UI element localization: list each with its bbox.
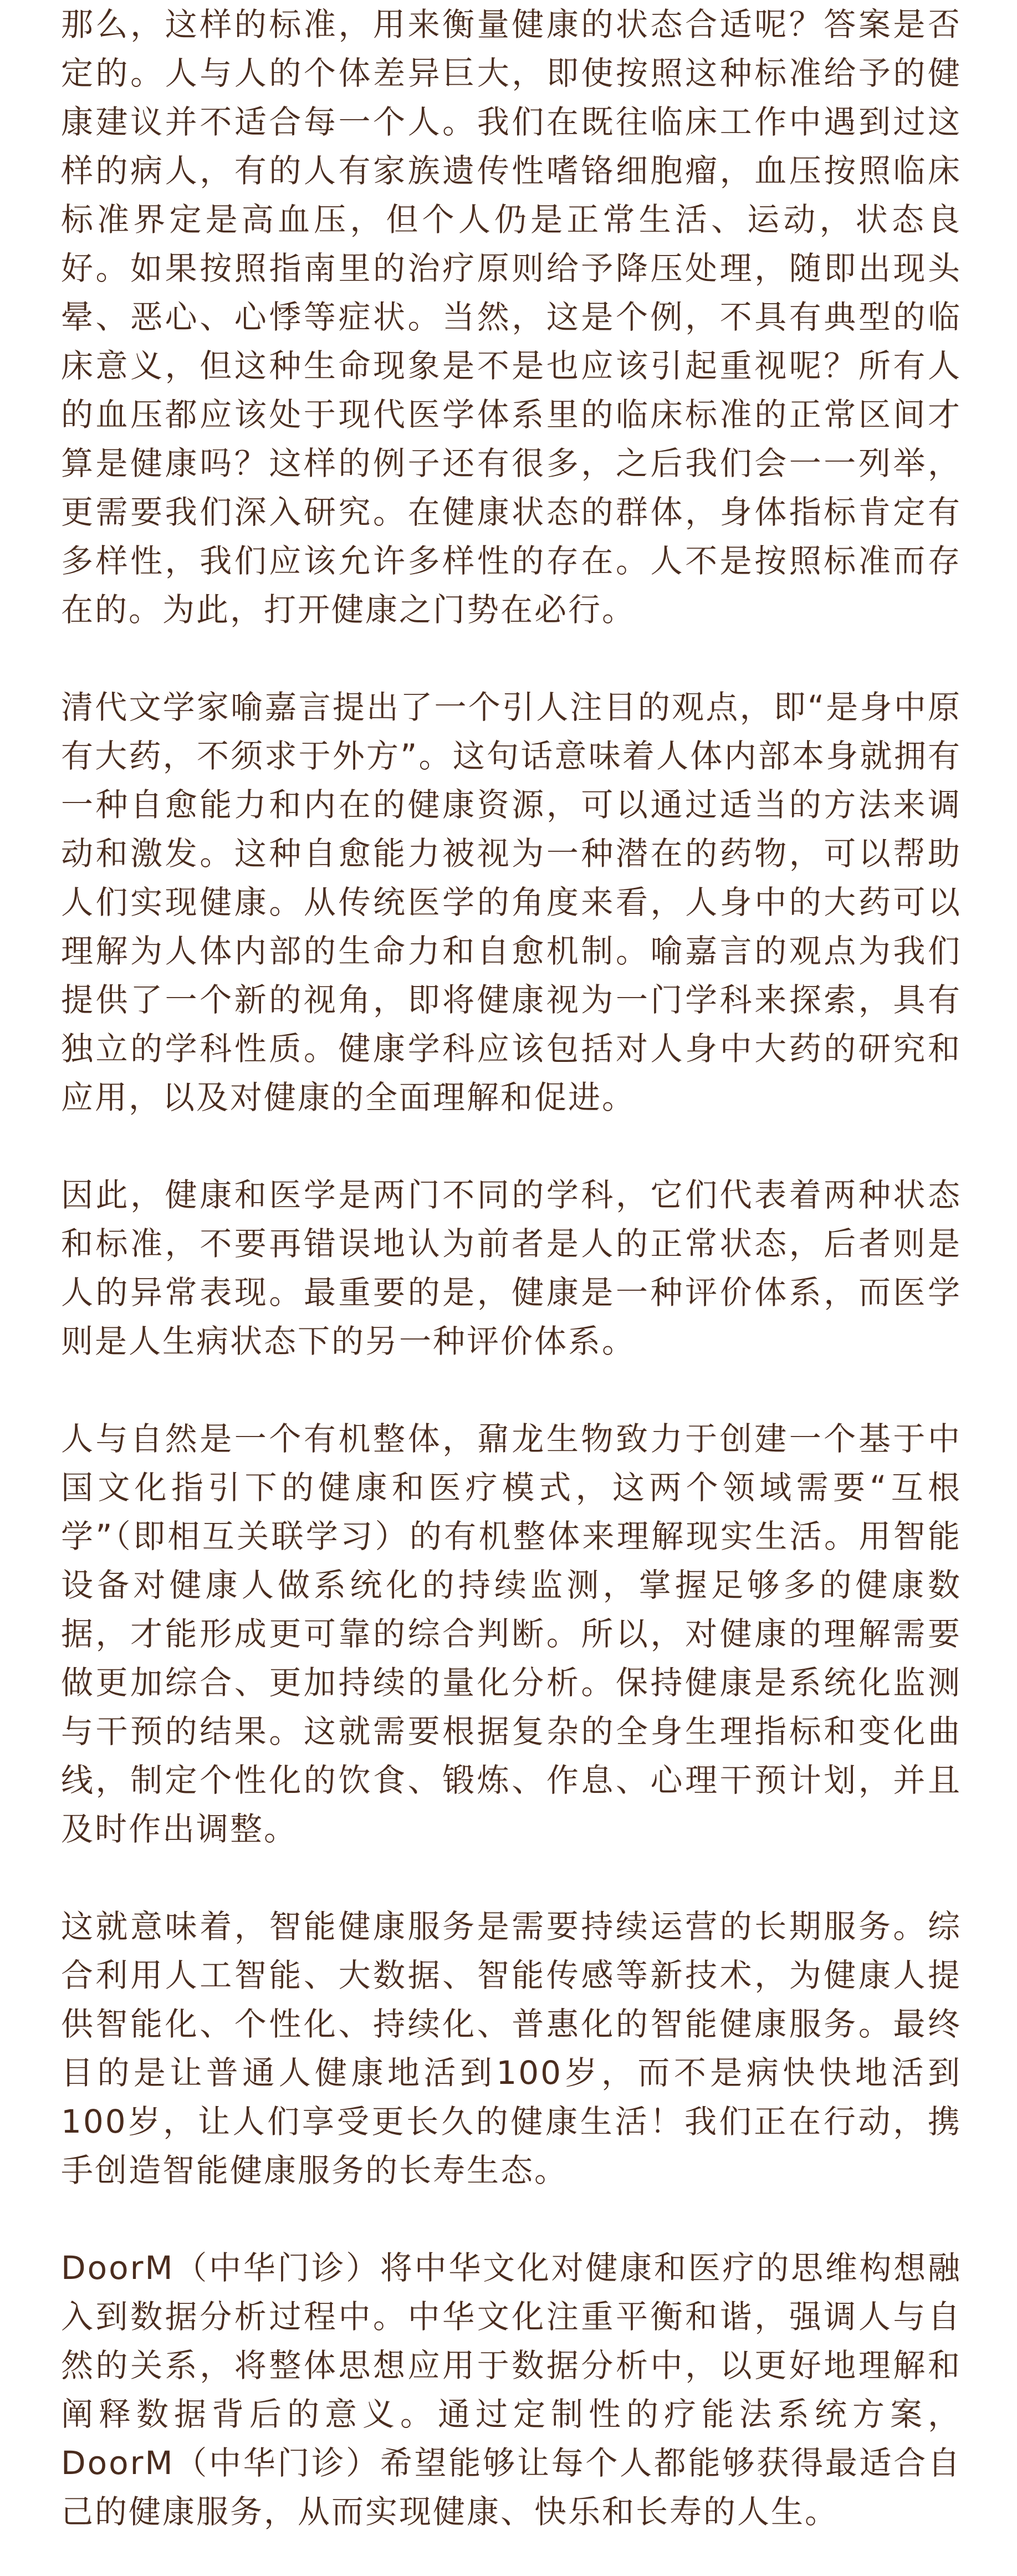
paragraph-health-standards: 那么，这样的标准，用来衡量健康的状态合适呢？答案是否定的。人与人的个体差异巨大，即使按照这种标准给予的健康建议并不适合每一个人。我们在既往临床工作中遇到过这样的病人，有的人有家族遗传性嗜铬细胞瘤，血压按照临床标准界定是高血压，但个人仍是正常生活、运动，状态良好。如果按照指南里的治疗原则给予降压处理，随即出现头晕、恶心、心悸等症状。当然，这是个例，不具有典型的临床意义，但这种生命现象是不是也应该引起重视呢？所有人的血压都应该处于现代医学体系里的临床标准的正常区间才算是健康吗？这样的例子还有很多，之后我们会一一列举，更需要我们深入研究。在健康状态的群体，身体指标肯定有多样性，我们应该允许多样性的存在。人不是按照标准而存在的。为此，打开健康之门势在必行。 <box>61 6 962 628</box>
paragraph-health-vs-medicine: 因此，健康和医学是两门不同的学科，它们代表着两种状态和标准，不要再错误地认为前者是人的正常状态，后者则是人的异常表现。最重要的是，健康是一种评价体系，而医学则是人生病状态下的另一种评价体系。 <box>61 1176 962 1360</box>
paragraph-smart-health-service: 这就意味着，智能健康服务是需要持续运营的长期服务。综合利用人工智能、大数据、智能传感等新技术，为健康人提供智能化、个性化、持续化、普惠化的智能健康服务。最终目的是让普通人健康地活到100岁，而不是病快快地活到100岁，让人们享受更长久的健康生活！我们正在行动，携手创造智能健康服务的长寿生态。 <box>61 1908 962 2189</box>
paragraph-inner-medicine: 清代文学家喻嘉言提出了一个引人注目的观点，即“是身中原有大药，不须求于外方”。这句话意味着人体内部本身就拥有一种自愈能力和内在的健康资源，可以通过适当的方法来调动和激发。这种自愈能力被视为一种潜在的药物，可以帮助人们实现健康。从传统医学的角度来看，人身中的大药可以理解为人体内部的生命力和自愈机制。喻嘉言的观点为我们提供了一个新的视角，即将健康视为一门学科来探索，具有独立的学科性质。健康学科应该包括对人身中大药的研究和应用，以及对健康的全面理解和促进。 <box>61 688 962 1116</box>
article-body <box>61 0 962 2536</box>
paragraph-doorm: DoorM（中华门诊）将中华文化对健康和医疗的思维构想融入到数据分析过程中。中华文化注重平衡和谐，强调人与自然的关系，将整体思想应用于数据分析中，以更好地理解和阐释数据背后的意义。通过定制性的疗能法系统方案，DoorM（中华门诊）希望能够让每个人都能够获得最适合自己的健康服务，从而实现健康、快乐和长寿的人生。 <box>61 2249 962 2531</box>
paragraph-human-nature: 人与自然是一个有机整体，鼐龙生物致力于创建一个基于中国文化指引下的健康和医疗模式，这两个领域需要“互根学”（即相互关联学习）的有机整体来理解现实生活。用智能设备对健康人做系统化的持续监测，掌握足够多的健康数据，才能形成更可靠的综合判断。所以，对健康的理解需要做更加综合、更加持续的量化分析。保持健康是系统化监测与干预的结果。这就需要根据复杂的全身生理指标和变化曲线，制定个性化的饮食、锻炼、作息、心理干预计划，并且及时作出调整。 <box>61 1420 962 1848</box>
